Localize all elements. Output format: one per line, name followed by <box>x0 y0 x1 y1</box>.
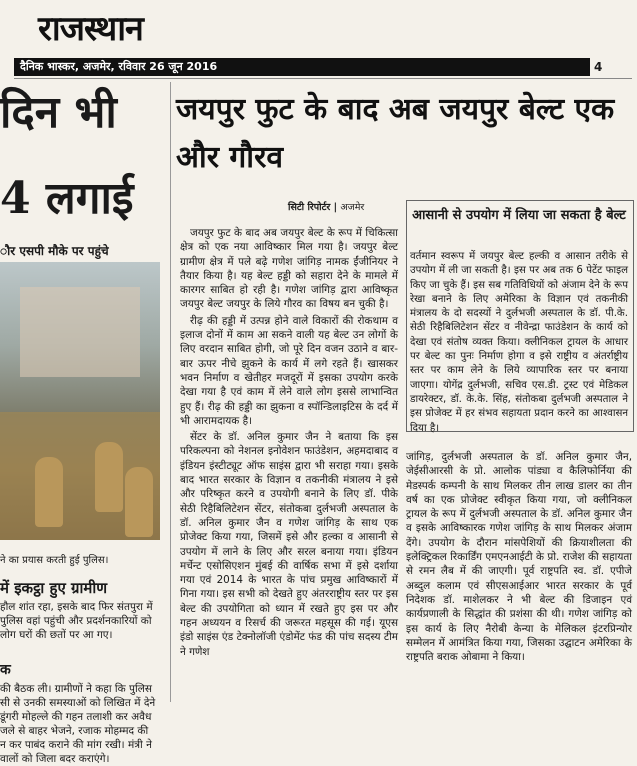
main-headline: जयपुर फुट के बाद अब जयपुर बेल्ट एक और गौरव <box>176 92 615 175</box>
news-photo <box>0 262 160 540</box>
box-text: वर्तमान स्वरूप में जयपुर बेल्ट हल्की व आसान तरीके से उपयोग में ली जा सकती है। इस पर अब तक 6 पेटेंट फाइल किए जा चुके हैं। इस सब गतिविधियों को अंजाम देने के रूप रेखा बनाने के लिए अमेरिका के विज्ञान एवं तकनीकी मंत्रालय के दो सदस्यों ने दुर्लभजी अस्पताल के डॉ. पी.के. सेठी रिहैबिलिटेशन सेंटर व नीवेन्द्रा फाउंडेशन के कार्य को देखा एवं संतोष व्यक्त किया। क्लीनिकल ट्रायल के आधार पर बेल्ट का पुनः निर्माण होगा व इसे राष्ट्रीय व अंतर्राष्ट्रीय स्तर पर काम लेने के लिये व्यापारिक स्तर पर बनाया जाएगा। योगेंद्र दुर्लभजी, सचिव एस.डी. ट्रस्ट एवं मेडिकल डायरेक्टर, डॉ. के.के. सिंह, संतोकबा दुर्लभजी अस्पताल ने इस प्रोजेक्ट में हर संभव सहायता प्रदान करने का आश्वासन दिया है। <box>410 251 628 434</box>
left-para-line: डूंगरी मोहल्ले की गहन तलाशी कर अवैध <box>0 711 152 723</box>
byline-place: अजमेर <box>340 202 365 213</box>
article-column-1 <box>180 226 398 661</box>
photo-caption: ने का प्रयास करती हुई पुलिस। <box>0 555 109 566</box>
left-para-line: न कर पाबंद कराने की मांग रखी। मंत्री ने <box>0 739 152 751</box>
article-paragraph: रीढ़ की हड्डी में उत्पन्न होने वाले विकारों की रोकथाम व इलाज दोनों में काम आ सकने वाली यह बेल्ट उन लोगों के लिए वरदान साबित होगी, जो पूरे दिन वजन उठाने व बार-बार ऊपर नीचे झुकने के कार्य में लगे रहते हैं। खासकर भवन निर्माण व खेतीहर मजदूरों में इसका उपयोग करके देखा गया है एवं काम में लेने वाले लोग इससे लाभान्वित हुए हैं। रीढ़ की हड्डी का झुकना व स्पॉन्डिलाइटिस के दर्द में भी आरामदायक है। <box>180 314 398 427</box>
masthead: राजस्थान <box>38 9 143 49</box>
left-subhead: ौर एसपी मौके पर पहुंचे <box>0 244 109 258</box>
left-para-line: पुलिस वहां पहुंची और प्रदर्शनकारियों को <box>0 615 152 627</box>
article-column-2: जांगिड़, दुर्लभजी अस्पताल के डॉ. अनिल कुमार जैन, जेईसीआरसी के प्रो. आलोक पांड्या व कैलिफोर्निया की मेडस्पर्क कम्पनी के साथ मिलकर तीन लाख डालर का तीन वर्ष का एक प्रोजेक्ट स्वीकृत किया गया, जो क्लीनिकल ट्रायल के रूप में दुर्लभजी अस्पताल के डॉ. अनिल कुमार जैन व इसके आविष्कारक गणेश जांगिड़ के साथ मिलकर अंजाम देंगे। उपयोग के दौरान मांसपेशियों की क्रियाशीलता की इलेक्ट्रिकल रिकार्डिंग एमएनआईटी के प्रो. राजेश की सहायता से रमन लैब में की जाएगी। पूर्व राष्ट्रपति स्व. डॉ. एपीजे अब्दुल कलाम एवं सीएसआईआर भारत सरकार के पूर्व निदेशक डॉ. माशेलकर ने भी बेल्ट की डिजाइन एवं कार्यप्रणाली के सिद्धांत की प्रशंसा की थी। गणेश जांगिड़ को इस कार्य के लिए नैरोबी केन्या के मेलिकल इंटरप्रिन्योर सम्मेलन में आमंत्रित किया गया, जिसका उद्घाटन अमेरिका के राष्ट्रपति बराक ओबामा ने किया। <box>406 451 632 664</box>
box-title: आसानी से उपयोग में लिया जा सकता है बेल्ट <box>412 208 626 223</box>
left-article <box>0 82 162 765</box>
byline: सिटी रिपोर्टर | अजमेर <box>288 202 365 213</box>
left-para-line: सी से उनकी समस्याओं को लिखित में देने <box>0 697 156 709</box>
article-paragraph: सेंटर के डॉ. अनिल कुमार जैन ने बताया कि इस परिकल्पना को नेशनल इनोवेशन फाउंडेशन, अहमदाबाद व इंडियन इंस्टीट्यूट ऑफ साइंस द्वारा भी सराहा गया। इसके बाद भारत सरकार के विज्ञान व तकनीकी मंत्रालय ने इसे और परिष्कृत करने व उपयोगी बनाने के लिए डॉ. पीके सेठी रिहैबिलिटेशन सेंटर, संतोकबा दुर्लभजी अस्पताल के डॉ. अनिल कुमार जैन व गणेश जांगिड़ के साथ एक प्रोजेक्ट किया गया, जिसमें इसे और हल्का व आसानी से उपयोग में लाने के लिए और सरल बनाया गया। इंडियन मर्चेन्ट एसोसिएशन मुंबई की वार्षिक सभा में इसे दर्शाया गया एवं 2014 के भारत के पांच प्रमुख आविष्कारों में गिना गया। इस सभी को देखते हुए अंतरराष्ट्रीय स्तर पर इस बेल्ट की उपयोगिता को ध्यान में रखते हुए इस पर और गहन अध्ययन व रिसर्च की जरूरत महसूस की गई। यूएस इंडो साइंस एंड टेक्नोलॉजी एंडोमेंट फंड की पांच सदस्य टीम ने गणेश <box>180 431 398 658</box>
left-para-line: की बैठक ली। ग्रामीणों ने कहा कि पुलिस <box>0 683 152 695</box>
top-rule <box>14 78 632 79</box>
column-rule <box>170 82 171 702</box>
left-para-line: वालों को जिला बदर कराएंगे। <box>0 753 110 765</box>
left-para-line: जले से बाहर भेजने, रजाक मोहम्मद की <box>0 725 149 737</box>
left-heading: में इकट्ठा हुए ग्रामीण <box>0 579 108 597</box>
dateline: दैनिक भास्कर, अजमेर, रविवार 26 जून 2016 <box>14 58 596 76</box>
left-headline-line2: 4 लगाई <box>0 173 134 224</box>
byline-name: सिटी रिपोर्टर <box>288 202 331 213</box>
left-headline-line1: दिन भी <box>0 87 117 138</box>
left-para-line: लोग घरों की छतों पर आ गए। <box>0 629 113 641</box>
left-para-line: हौल शांत रहा, इसके बाद फिर संतपुरा में <box>0 601 153 613</box>
left-heading-2: क <box>0 662 11 678</box>
article-paragraph: जयपुर फुट के बाद अब जयपुर बेल्ट के रूप में चिकित्सा क्षेत्र को एक नया आविष्कार मिल गया है। जयपुर बेल्ट ग्रामीण क्षेत्र में पले बढ़े गणेश जांगिड़ नामक ईंजीनियर ने तैयार किया है। यह बेल्ट हड्डी को सहारा देने के मामले में कारगर साबित हो रही है। गणेश जांगिड़ द्वारा आविष्कृत जयपुर बेल्ट जयपुर के लिये गौरव का विषय बन चुकी है। <box>180 227 398 311</box>
page-number: 4 <box>594 60 603 74</box>
